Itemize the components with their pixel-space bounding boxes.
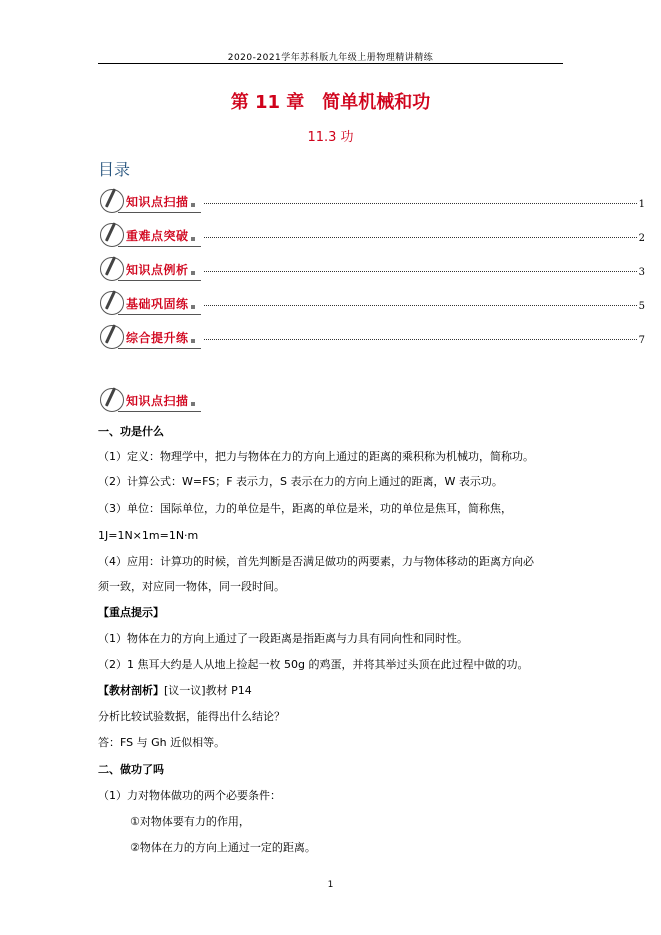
pen-icon [100, 189, 124, 213]
toc-entry[interactable] [98, 186, 643, 216]
pen-badge [100, 186, 195, 216]
application-text: （4）应用：计算功的时候，首先判断是否满足做功的两要素，力与物体移动的距离方向必 [98, 555, 534, 568]
dot-leader [204, 203, 637, 204]
toc-entry-label: 基础巩固练 [126, 296, 189, 311]
condition-text: （1）力对物体做功的两个必要条件： [98, 789, 281, 802]
condition-item: ①对物体要有力的作用， [130, 815, 250, 828]
pen-icon [100, 388, 124, 412]
textbook-analysis-line [98, 684, 252, 698]
toc-page-number: 3 [638, 267, 645, 278]
toc-entry-label: 知识点扫描 [126, 194, 189, 209]
toc-page-number: 1 [638, 199, 645, 210]
running-header: 2020-2021学年苏科版九年级上册物理精讲精练 [227, 53, 434, 63]
pen-icon [100, 325, 124, 349]
heading-did-work: 二、做功了吗 [98, 763, 164, 776]
toc-entry-label: 知识点例析 [126, 262, 189, 277]
pen-badge [100, 220, 195, 250]
toc-entry[interactable] [98, 220, 643, 250]
dot-leader [204, 305, 637, 306]
unit-formula: 1J=1N×1m=1N·m [98, 529, 199, 542]
key-points-heading: 【重点提示】 [98, 606, 164, 619]
toc-page-number: 7 [638, 335, 645, 346]
pen-icon [100, 223, 124, 247]
unit-text: （3）单位：国际单位，力的单位是牛，距离的单位是米，功的单位是焦耳，简称焦， [98, 502, 512, 515]
key-point: （1）物体在力的方向上通过了一段距离是指距离与力具有同向性和同时性。 [98, 632, 468, 645]
question-text: 分析比较试验数据，能得出什么结论？ [98, 710, 285, 723]
toc-page-number: 5 [638, 301, 645, 312]
answer-text: 答：FS 与 Gh 近似相等。 [98, 736, 226, 749]
header-rule [98, 63, 563, 64]
pen-badge [100, 288, 195, 318]
pen-badge [100, 322, 195, 352]
textbook-reference: [议一议]教材 P14 [164, 684, 252, 697]
toc-entry[interactable] [98, 288, 643, 318]
condition-item: ②物体在力的方向上通过一定的距离。 [130, 841, 316, 854]
formula-text: （2）计算公式：W=FS；F 表示力，S 表示在力的方向上通过的距离，W 表示功。 [98, 475, 503, 488]
section-badge-label: 知识点扫描 [126, 393, 189, 408]
toc-entry-label: 综合提升练 [126, 330, 189, 345]
dot-leader [204, 271, 637, 272]
toc-entry-label: 重难点突破 [126, 228, 189, 243]
pen-icon [100, 291, 124, 315]
section-title: 11.3 功 [307, 130, 354, 145]
toc-entry[interactable] [98, 254, 643, 284]
chapter-title: 第 11 章 简单机械和功 [230, 92, 431, 113]
dot-leader [204, 339, 637, 340]
application-text-cont: 须一致，对应同一物体，同一段时间。 [98, 580, 285, 593]
section-badge [98, 385, 218, 415]
page-number: 1 [327, 880, 334, 890]
toc-page-number: 2 [638, 233, 645, 244]
heading-what-is-work: 一、功是什么 [98, 425, 164, 438]
textbook-analysis-heading: 【教材剖析】 [98, 684, 164, 697]
pen-badge [100, 254, 195, 284]
pen-icon [100, 257, 124, 281]
toc-entry[interactable] [98, 322, 643, 352]
key-point: （2）1 焦耳大约是人从地上捡起一枚 50g 的鸡蛋，并将其举过头顶在此过程中做的功。 [98, 658, 529, 671]
dot-leader [204, 237, 637, 238]
definition-text: （1）定义：物理学中，把力与物体在力的方向上通过的距离的乘积称为机械功，简称功。 [98, 450, 534, 463]
toc-heading: 目录 [98, 160, 131, 179]
